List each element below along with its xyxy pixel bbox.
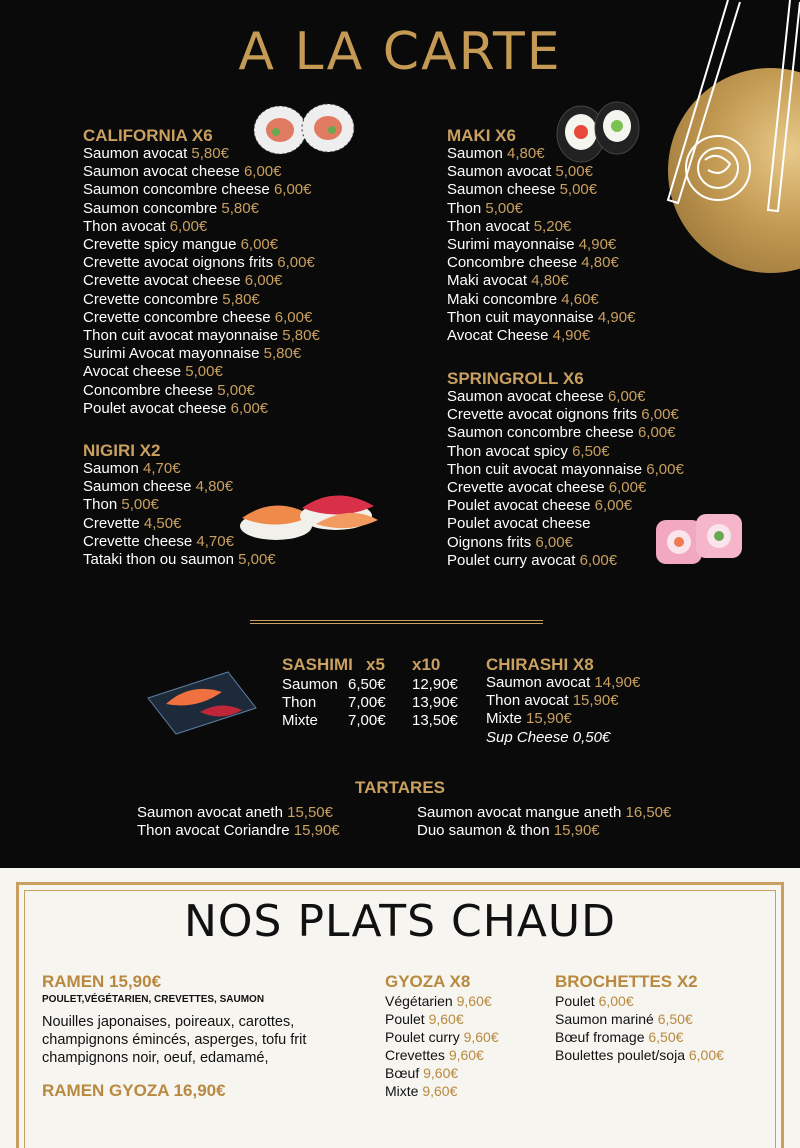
tartares-right-list xyxy=(417,804,671,840)
item-name: Poulet avocat cheese xyxy=(447,515,591,533)
sashimi-col-x5: x5 xyxy=(366,655,385,674)
item-name: Végétarien xyxy=(385,993,457,1009)
item-name: Crevette xyxy=(83,514,144,532)
item-price: 15,50€ xyxy=(287,804,333,821)
item-price: 15,90€ xyxy=(293,822,340,840)
ramen-description-line: Nouilles japonaises, poireaux, carottes, xyxy=(42,1014,295,1030)
item-price: 4,50€ xyxy=(143,514,182,532)
item-price: 4,80€ xyxy=(581,254,619,272)
california-section xyxy=(83,127,320,418)
item-name: Poulet curry xyxy=(385,1029,464,1045)
maki-item xyxy=(447,327,635,345)
hot-dishes-title: NOS PLATS CHAUD xyxy=(184,896,616,947)
item-price: 6,00€ xyxy=(230,399,269,417)
item-price: 6,00€ xyxy=(535,533,573,551)
item-name: Crevette cheese xyxy=(83,532,197,550)
item-name: Bœuf fromage xyxy=(555,1029,649,1045)
item-name: Crevettes xyxy=(385,1047,449,1063)
springroll-item xyxy=(447,461,684,479)
item-name: Crevette concombre cheese xyxy=(83,308,275,326)
item-name: Thon cuit avocat mayonnaise xyxy=(447,460,647,478)
item-name: Mixte xyxy=(385,1083,423,1099)
sashimi-row xyxy=(282,712,472,730)
item-name: Saumon avocat cheese xyxy=(447,388,608,405)
sashimi-cell: Thon xyxy=(282,694,317,712)
hot-dishes-section xyxy=(0,868,800,1148)
item-name: Thon avocat spicy xyxy=(447,442,573,460)
item-price: 6,00€ xyxy=(641,406,679,424)
item-name: Saumon concombre cheese xyxy=(83,181,274,199)
item-name: Saumon avocat xyxy=(447,163,556,181)
item-name: Thon avocat xyxy=(447,217,534,235)
item-price: 5,00€ xyxy=(555,163,593,181)
maki-item xyxy=(447,291,635,309)
gyoza-item xyxy=(385,1028,499,1046)
ramen-section xyxy=(42,972,306,1101)
chirashi-list xyxy=(486,674,640,729)
item-name: Saumon xyxy=(83,460,144,477)
item-price: 6,00€ xyxy=(579,551,618,569)
item-price: 4,80€ xyxy=(195,478,234,496)
brochette-item xyxy=(555,1028,724,1046)
sashimi-cell: 7,00€ xyxy=(348,712,386,730)
california-item xyxy=(83,218,320,236)
springroll-item xyxy=(447,552,684,570)
item-name: Concombre cheese xyxy=(83,381,218,399)
item-price: 6,00€ xyxy=(274,308,313,326)
item-name: Surimi mayonnaise xyxy=(447,236,579,254)
chirashi-section xyxy=(486,656,640,747)
item-price: 4,90€ xyxy=(597,308,636,326)
tartares-heading-wrap xyxy=(0,779,800,798)
nigiri-image xyxy=(236,482,382,548)
item-price: 6,00€ xyxy=(240,236,279,254)
item-price: 6,00€ xyxy=(637,424,676,442)
item-price: 9,60€ xyxy=(422,1083,458,1099)
sashimi-cell: 13,90€ xyxy=(412,694,458,712)
maki-item xyxy=(447,309,635,327)
springroll-item xyxy=(447,534,684,552)
item-price: 15,90€ xyxy=(553,822,600,840)
california-item xyxy=(83,400,320,418)
springroll-item xyxy=(447,388,684,406)
tartares-left-list xyxy=(137,804,340,840)
brochette-item xyxy=(555,1010,724,1028)
nigiri-heading: NIGIRI X2 xyxy=(83,441,161,460)
item-price: 4,90€ xyxy=(552,327,591,345)
item-name: Avocat cheese xyxy=(83,363,186,381)
item-name: Saumon concombre cheese xyxy=(447,424,638,442)
item-price: 6,00€ xyxy=(608,479,647,497)
item-name: Poulet xyxy=(385,1011,429,1027)
item-name: Crevette spicy mangue xyxy=(83,236,241,254)
item-name: Poulet xyxy=(555,993,599,1009)
item-price: 5,80€ xyxy=(263,345,302,363)
item-price: 6,50€ xyxy=(657,1011,693,1027)
tartare-item xyxy=(137,804,340,822)
sashimi-section xyxy=(282,656,472,731)
chirashi-item xyxy=(486,674,640,692)
item-name: Duo saumon & thon xyxy=(417,822,554,840)
brochettes-list xyxy=(555,992,724,1064)
maki-item xyxy=(447,181,635,199)
item-name: Concombre cheese xyxy=(447,254,582,272)
item-price: 9,60€ xyxy=(463,1029,499,1045)
ramen-description-line: champignons noir, oeuf, edamamé, xyxy=(42,1050,269,1066)
item-price: 6,00€ xyxy=(244,272,283,290)
item-name: Crevette avocat oignons frits xyxy=(83,254,278,272)
sashimi-cell: Mixte xyxy=(282,712,318,730)
item-name: Saumon concombre xyxy=(83,199,222,217)
california-item xyxy=(83,181,320,199)
sashimi-image xyxy=(144,668,260,738)
maki-roll-image xyxy=(553,98,643,168)
gyoza-item xyxy=(385,1010,499,1028)
springroll-item xyxy=(447,515,684,533)
springroll-section xyxy=(447,370,684,570)
springroll-item xyxy=(447,406,684,424)
item-price: 5,00€ xyxy=(217,381,255,399)
item-price: 6,00€ xyxy=(243,163,282,181)
ramen-gyoza-heading: RAMEN GYOZA 16,90€ xyxy=(42,1081,226,1100)
maki-item xyxy=(447,272,635,290)
springroll-item xyxy=(447,443,684,461)
item-price: 4,70€ xyxy=(143,460,181,477)
item-name: Maki avocat xyxy=(447,272,532,290)
item-name: Saumon avocat aneth xyxy=(137,804,288,821)
item-name: Avocat Cheese xyxy=(447,327,553,345)
springroll-list xyxy=(447,388,684,570)
item-price: 6,00€ xyxy=(169,217,208,235)
springroll-image xyxy=(654,512,744,568)
california-heading: CALIFORNIA X6 xyxy=(83,126,213,145)
california-item xyxy=(83,200,320,218)
gyoza-item xyxy=(385,1046,499,1064)
california-item xyxy=(83,291,320,309)
springroll-item xyxy=(447,479,684,497)
california-item xyxy=(83,382,320,400)
california-item xyxy=(83,327,320,345)
california-item xyxy=(83,272,320,290)
california-item xyxy=(83,309,320,327)
item-name: Thon cuit mayonnaise xyxy=(447,308,598,326)
tartare-item xyxy=(137,822,340,840)
item-price: 16,50€ xyxy=(625,804,672,821)
item-name: Surimi Avocat mayonnaise xyxy=(83,345,264,363)
gyoza-section xyxy=(385,972,499,1100)
item-price: 5,00€ xyxy=(238,551,276,569)
sashimi-row xyxy=(282,694,472,712)
item-name: Saumon cheese xyxy=(83,478,196,496)
item-price: 5,00€ xyxy=(185,363,223,381)
item-price: 6,00€ xyxy=(273,181,312,199)
item-name: Poulet avocat cheese xyxy=(83,399,231,417)
california-item xyxy=(83,363,320,381)
item-price: 4,80€ xyxy=(531,272,569,290)
brochette-item xyxy=(555,992,724,1010)
sashimi-cell: 12,90€ xyxy=(412,676,458,693)
brochette-item xyxy=(555,1046,724,1064)
california-item xyxy=(83,163,320,181)
item-price: 5,00€ xyxy=(485,199,523,217)
item-price: 6,00€ xyxy=(594,497,633,515)
item-price: 9,60€ xyxy=(456,993,492,1009)
item-name: Crevette avocat oignons frits xyxy=(447,406,642,424)
gyoza-heading: GYOZA X8 xyxy=(385,972,471,991)
item-name: Saumon avocat mangue aneth xyxy=(417,804,626,821)
section-divider xyxy=(250,620,543,624)
page-title: A LA CARTE xyxy=(238,22,562,82)
brochettes-heading: BROCHETTES X2 xyxy=(555,972,698,991)
california-item xyxy=(83,236,320,254)
sashimi-cell: Saumon xyxy=(282,676,338,693)
tartare-item xyxy=(417,822,671,840)
maki-heading: MAKI X6 xyxy=(447,126,516,145)
maki-item xyxy=(447,218,635,236)
item-name: Saumon mariné xyxy=(555,1011,658,1027)
item-price: 15,90€ xyxy=(572,692,619,710)
item-price: 4,60€ xyxy=(561,290,599,308)
item-name: Thon avocat xyxy=(486,692,573,710)
item-name: Thon avocat Coriandre xyxy=(137,822,294,840)
item-price: 5,00€ xyxy=(121,496,159,514)
sashimi-col-x10: x10 xyxy=(412,655,441,674)
item-name: Saumon cheese xyxy=(447,181,560,199)
item-price: 4,90€ xyxy=(578,236,617,254)
brochettes-section xyxy=(555,972,724,1064)
item-price: 9,60€ xyxy=(423,1065,459,1081)
item-price: 15,90€ xyxy=(526,710,572,728)
springroll-item xyxy=(447,497,684,515)
item-price: 6,50€ xyxy=(572,442,610,460)
sashimi-cell: 7,00€ xyxy=(348,694,386,712)
sashimi-cell: 6,50€ xyxy=(348,676,386,693)
item-name: Oignons frits xyxy=(447,533,536,551)
tartare-item xyxy=(417,804,671,822)
item-name: Crevette concombre xyxy=(83,290,223,308)
ramen-heading: RAMEN 15,90€ xyxy=(42,972,162,991)
nigiri-item xyxy=(83,460,276,478)
nigiri-item xyxy=(83,551,276,569)
maki-item xyxy=(447,236,635,254)
sup-cheese-note xyxy=(486,729,640,747)
sashimi-rows xyxy=(282,676,472,731)
item-price: 6,00€ xyxy=(646,460,684,478)
california-list xyxy=(83,145,320,418)
item-price: 6,50€ xyxy=(648,1029,684,1045)
item-name: Poulet avocat cheese xyxy=(447,497,595,515)
item-price: 5,00€ xyxy=(559,181,598,199)
maki-item xyxy=(447,200,635,218)
gyoza-item xyxy=(385,1064,499,1082)
item-name: Thon xyxy=(447,199,486,217)
gyoza-item xyxy=(385,1082,499,1100)
item-price: 5,80€ xyxy=(191,145,229,162)
item-name: Crevette avocat cheese xyxy=(447,479,609,497)
chirashi-heading: CHIRASHI X8 xyxy=(486,655,594,674)
item-price: 6,00€ xyxy=(688,1047,724,1063)
item-price: 5,80€ xyxy=(221,199,259,217)
sashimi-heading: SASHIMI xyxy=(282,655,353,674)
item-price: 5,80€ xyxy=(282,327,320,345)
gyoza-list xyxy=(385,992,499,1100)
springroll-heading: SPRINGROLL X6 xyxy=(447,369,584,388)
california-item xyxy=(83,254,320,272)
springroll-item xyxy=(447,424,684,442)
item-name: Boulettes poulet/soja xyxy=(555,1047,689,1063)
item-price: 9,60€ xyxy=(448,1047,484,1063)
ramen-options: POULET,VÉGÉTARIEN, CREVETTES, SAUMON xyxy=(42,994,265,1005)
ramen-description-line: champignons émincés, asperges, tofu frit xyxy=(42,1032,307,1048)
item-price: 4,70€ xyxy=(196,532,234,550)
item-price: 5,80€ xyxy=(222,290,260,308)
tartares-heading: TARTARES xyxy=(354,778,446,797)
item-name: Poulet curry avocat xyxy=(447,551,580,569)
sashimi-row xyxy=(282,676,472,694)
item-name: Mixte xyxy=(486,710,527,728)
chirashi-item xyxy=(486,692,640,710)
sup-cheese-text: Sup Cheese 0,50€ xyxy=(486,728,611,746)
item-price: 9,60€ xyxy=(428,1011,464,1027)
item-name: Saumon avocat cheese xyxy=(83,163,244,181)
item-price: 6,00€ xyxy=(607,388,646,405)
maki-item xyxy=(447,254,635,272)
item-price: 4,80€ xyxy=(507,145,545,162)
item-name: Saumon avocat xyxy=(486,674,595,691)
gyoza-item xyxy=(385,992,499,1010)
item-name: Crevette avocat cheese xyxy=(83,272,245,290)
ramen-description xyxy=(42,1013,306,1067)
item-name: Saumon xyxy=(447,145,508,162)
item-name: Thon xyxy=(83,496,122,514)
item-name: Maki concombre xyxy=(447,290,562,308)
item-name: Thon avocat xyxy=(83,217,170,235)
item-name: Saumon avocat xyxy=(83,145,192,162)
sashimi-cell: 13,50€ xyxy=(412,712,458,730)
item-price: 5,20€ xyxy=(533,217,572,235)
item-price: 14,90€ xyxy=(594,674,641,691)
item-name: Tataki thon ou saumon xyxy=(83,551,239,569)
item-name: Thon cuit avocat mayonnaise xyxy=(83,327,283,345)
item-price: 6,00€ xyxy=(598,993,634,1009)
item-name: Bœuf xyxy=(385,1065,424,1081)
chirashi-item xyxy=(486,710,640,728)
california-item xyxy=(83,345,320,363)
california-roll-image xyxy=(250,102,358,158)
item-price: 6,00€ xyxy=(277,254,315,272)
maki-list xyxy=(447,145,635,345)
